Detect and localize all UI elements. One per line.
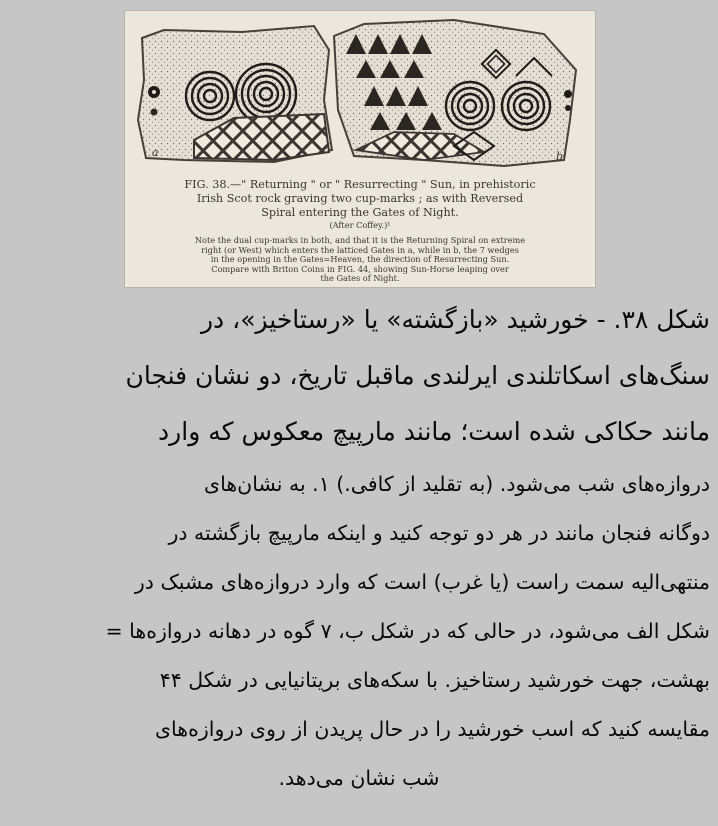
note-line: the Gates of Night. (320, 273, 400, 284)
note-line: دوگانه فنجان مانند در هر دو توجه کنید و اینکه مارپیچ بازگشته در (168, 521, 710, 545)
figure-note (124, 236, 596, 284)
stone-b (334, 20, 576, 166)
figure-caption (124, 178, 596, 220)
note-line: Compare with Briton Coins in FIG. 44, showing Sun-Horse leaping over (211, 263, 509, 274)
stone-a (138, 26, 332, 162)
note-line: شب نشان می‌دهد. (278, 766, 440, 790)
title-line: شکل ۳۸. - خورشید «بازگشته» یا «رستاخیز»، در (200, 305, 710, 334)
label-a: a (152, 146, 159, 159)
figure-38-scan (124, 10, 596, 288)
figure-credit: (After Coffey.)¹ (329, 220, 391, 230)
credit-line: دروازه‌های شب می‌شود. (به تقلید از کافی.) ۱. به نشان‌های (204, 472, 710, 496)
note-line: منتهی‌الیه سمت راست (یا غرب) است که وارد دروازه‌های مشبک در (134, 570, 710, 594)
note-line: مقایسه کنید که اسب خورشید را در حال پریدن از روی دروازه‌های (155, 717, 710, 741)
rock-carving-illustration (124, 10, 596, 175)
note-line: بهشت، جهت خورشید رستاخیز. با سکه‌های بریتانیایی در شکل ۴۴ (159, 668, 710, 692)
caption-line: Spiral entering the Gates of Night. (261, 206, 459, 219)
note-line: in the opening in the Gates=Heaven, the direction of Resurrecting Sun. (210, 254, 510, 265)
caption-line: FIG. 38.—" Returning " or " Resurrecting " Sun, in prehistoric (184, 178, 536, 191)
note-line: شکل الف می‌شود، در حالی که در شکل ب، ۷ گوه در دهانه دروازه‌ها = (105, 619, 710, 643)
persian-translation (8, 292, 710, 803)
title-line: مانند حکاکی شده است؛ مانند مارپیچ معکوس که وارد (158, 417, 710, 446)
title-line: سنگ‌های اسکاتلندی ایرلندی ماقبل تاریخ، دو نشان فنجان (125, 361, 710, 390)
note-line: Note the dual cup-marks in both, and that it is the Returning Spiral on extreme (194, 235, 526, 245)
note-line: right (or West) which enters the latticed Gates in a, while in b, the 7 wedges (201, 244, 519, 255)
label-b: b (556, 150, 564, 163)
caption-line: Irish Scot rock graving two cup-marks ; as with Reversed (196, 192, 524, 205)
